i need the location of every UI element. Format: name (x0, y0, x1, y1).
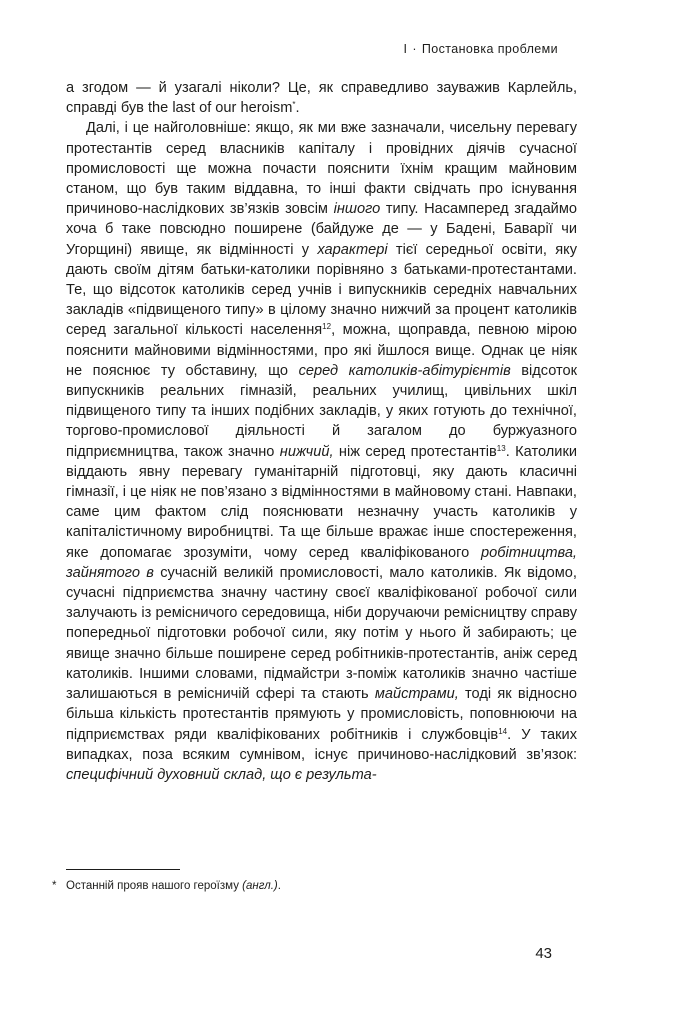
page-number: 43 (535, 945, 552, 962)
running-header (403, 42, 558, 56)
text-run: ніж серед протестантів (333, 443, 497, 460)
text-run: . У таких випадках, поза всяким сумнівом, існує причиново-наслідковий зв’язок: (66, 726, 577, 763)
main-text (66, 78, 577, 785)
text-run: тоді як відносно більша кількість протестантів прямують у промисловість, поповнюючи на підприємствах ряди кваліфікованих робітників і службовців (66, 686, 578, 743)
emphasis: специфічний духовний склад, що є результа- (66, 766, 377, 783)
chapter-title: Постановка проблеми (421, 42, 558, 56)
text-run: відсоток випускників реальних гімназій, реальних училищ, цивільних шкіл підвищеного типу та інших подібних закладів, у яких готують до технічної, торгово-промислової діяльності й загалом до буржуазного підприємництва, також значно (66, 362, 578, 460)
text-run: Далі, і це найголовніше: якщо, як ми вже зазначали, чисельну перевагу протестантів серед власників капіталу і провідних діячів сучасної промисловості ще можна почасти пояснити їхнім кращим майновим станом, що був таким віддавна, то інші факти свідчать про існування причиново-наслідкових зв’язків зовсім (66, 120, 577, 218)
text-run: . (295, 100, 300, 117)
text-run: сучасній великій промисловості, мало католиків. Як відомо, сучасні підприємства значну частину своєї кваліфікованої робочої сили залучають із ремісничого середовища, ніби доручаючи ремісництву справу попередньої підготовки робочої сили, яку потім у нього й забирають; це явище значно більше поширене серед робітників-протестантів, аніж серед католиків. Іншими словами, підмайстри з-поміж католиків значно частіше залишаються в ремісничій сфері та стають (66, 564, 577, 703)
emphasis: нижчий, (279, 443, 334, 460)
header-separator: · (412, 42, 417, 56)
chapter-number: I (403, 42, 408, 56)
text-run: а згодом — й узагалі ніколи? Це, як справедливо зауважив Карлейль, справді був the last of our heroism (66, 80, 577, 117)
text-run: типу. Насамперед згадаймо хоча б таке повсюдно поширене (байдуже де — у Бадені, Баварії чи Угорщині) явище, як відмінності у (66, 201, 577, 258)
footnote (52, 878, 577, 894)
endnote-ref: 12 (322, 322, 332, 332)
paragraph (66, 118, 577, 785)
footnote-mark: * (52, 880, 57, 892)
endnote-ref: 14 (498, 726, 508, 736)
emphasis: іншого (333, 201, 381, 218)
endnote-ref: 13 (496, 443, 506, 453)
emphasis: майстрами, (374, 686, 459, 703)
footnote-divider (66, 869, 180, 870)
emphasis: характері (317, 241, 388, 258)
footnote-text: Останній прояв нашого героїзму (66, 880, 243, 892)
text-run: . Католики віддають явну перевагу гуманітарній підготовці, яку дають класичні гімназії, і це ніяк не пов’язано з відмінностями в майновому стані. Навпаки, саме цим фактом слід пояснювати незначну участь католиків у капіталістичному виробництві. Та ще більше вражає інше спостереження, яке допомагає зрозуміти, чому серед кваліфікованого (66, 443, 577, 561)
text-run: тієї середньої освіти, яку дають своїм дітям батьки-католики порівняно з батьками-протестантами. Те, що відсоток католиків серед учнів і випускників середніх навчальних закладів «підвищеного типу» в цілому значно нижчий за процент католиків серед загальної кількості населення (66, 241, 577, 339)
paragraph (66, 78, 577, 118)
emphasis: робітництва, зайнятого в (66, 544, 577, 581)
footnote-end: . (277, 880, 281, 892)
footnote-ref: * (292, 100, 296, 110)
text-run: , можна, щоправда, певною мірою пояснити майновими відмінностями, про які йшлося вище. Однак це ніяк не пояснює ту обставину, що (66, 322, 578, 379)
emphasis: серед католиків-абітурієнтів (298, 362, 511, 379)
footnote-note: (англ.) (242, 880, 278, 892)
